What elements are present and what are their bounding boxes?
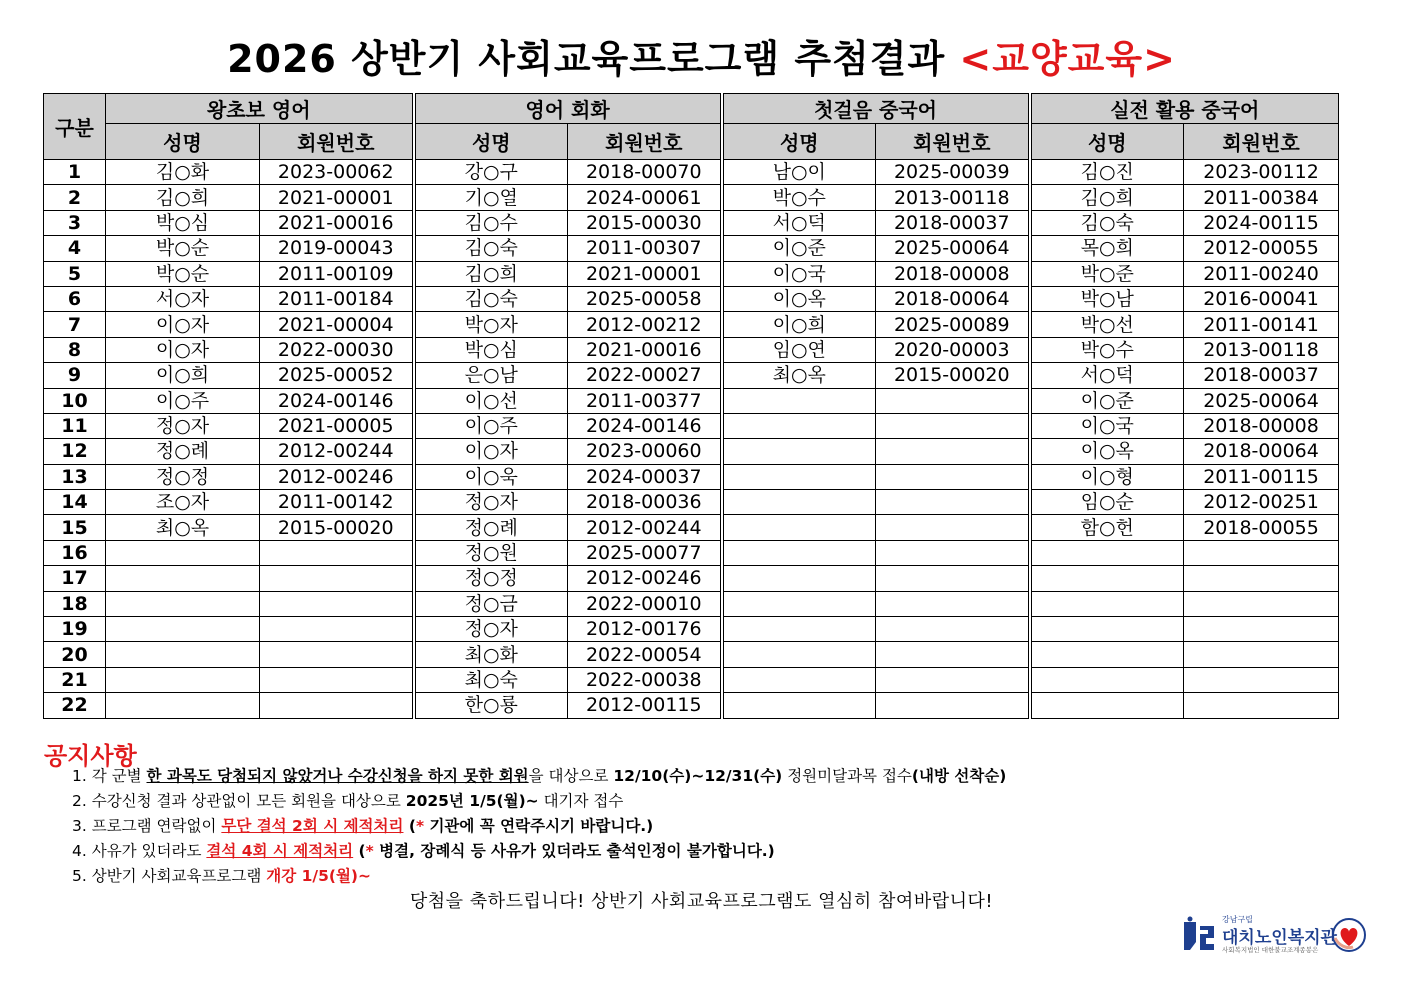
member-name-cell: 이○선	[414, 388, 568, 413]
member-name-cell: 서○덕	[1030, 363, 1184, 388]
table-row	[44, 185, 1339, 210]
member-name-cell	[106, 667, 260, 692]
member-number-cell: 2015-00030	[568, 210, 722, 235]
row-number: 19	[44, 617, 106, 642]
member-name-cell	[722, 617, 876, 642]
member-name-cell: 이○형	[1030, 464, 1184, 489]
member-number-cell: 2024-00146	[260, 388, 414, 413]
closing-message: 당첨을 축하드립니다! 상반기 사회교육프로그램도 열심히 참여바랍니다!	[409, 891, 994, 912]
member-name-cell: 김○진	[1030, 160, 1184, 185]
member-name-cell	[722, 667, 876, 692]
member-name-cell: 한○룡	[414, 693, 568, 718]
member-number-cell: 2012-00176	[568, 617, 722, 642]
row-number: 14	[44, 490, 106, 515]
member-number-cell: 2025-00064	[1184, 388, 1339, 413]
member-number-cell	[876, 439, 1030, 464]
member-name-cell: 이○자	[414, 439, 568, 464]
lottery-results-table	[43, 93, 1339, 719]
row-number: 20	[44, 642, 106, 667]
member-name-cell: 박○선	[1030, 312, 1184, 337]
row-number: 16	[44, 540, 106, 565]
member-name-cell: 서○덕	[722, 210, 876, 235]
member-number-cell	[260, 642, 414, 667]
row-number: 21	[44, 667, 106, 692]
member-name-cell: 최○화	[414, 642, 568, 667]
member-number-cell: 2021-00016	[260, 210, 414, 235]
member-number-cell: 2021-00001	[260, 185, 414, 210]
notice-title: 공지사항	[44, 742, 137, 770]
name-column-header: 성명	[106, 124, 260, 160]
row-number: 6	[44, 286, 106, 311]
member-name-cell: 조○자	[106, 490, 260, 515]
member-number-cell	[260, 591, 414, 616]
member-name-cell: 박○자	[414, 312, 568, 337]
member-number-cell: 2023-00060	[568, 439, 722, 464]
member-number-cell: 2025-00052	[260, 363, 414, 388]
member-number-cell: 2012-00212	[568, 312, 722, 337]
member-name-cell: 박○남	[1030, 286, 1184, 311]
member-name-cell	[1030, 693, 1184, 718]
member-name-cell: 이○자	[106, 337, 260, 362]
member-name-cell	[722, 693, 876, 718]
member-name-cell: 박○순	[106, 236, 260, 261]
table-row	[44, 490, 1339, 515]
member-number-cell: 2011-00184	[260, 286, 414, 311]
member-number-cell: 2023-00112	[1184, 160, 1339, 185]
table-body	[44, 160, 1339, 719]
member-number-cell	[876, 591, 1030, 616]
member-number-cell	[876, 617, 1030, 642]
page-title	[0, 28, 1403, 83]
member-number-cell: 2018-00036	[568, 490, 722, 515]
member-name-cell: 이○옥	[722, 286, 876, 311]
table-row	[44, 540, 1339, 565]
logo-district: 강남구립	[1222, 915, 1253, 924]
table-row	[44, 413, 1339, 438]
member-name-cell: 박○심	[106, 210, 260, 235]
member-number-cell: 2012-00244	[260, 439, 414, 464]
member-number-cell	[260, 617, 414, 642]
member-number-cell: 2022-00054	[568, 642, 722, 667]
member-name-cell: 김○숙	[1030, 210, 1184, 235]
member-name-cell	[1030, 566, 1184, 591]
member-number-cell	[876, 388, 1030, 413]
member-number-column-header: 회원번호	[1184, 124, 1339, 160]
notice-item-1: 1. 각 군별 한 과목도 당첨되지 않았거나 수강신청을 하지 못한 회원을 대상으로 12/10(수)~12/31(수) 정원미달과목 접수(내방 선착순)	[72, 767, 1007, 785]
logo-mark-icon	[1180, 916, 1218, 954]
member-number-cell: 2011-00109	[260, 261, 414, 286]
table-row	[44, 210, 1339, 235]
member-number-cell	[876, 515, 1030, 540]
member-number-cell: 2012-00055	[1184, 236, 1339, 261]
logo-org-name: 대치노인복지관	[1222, 928, 1337, 948]
member-number-cell	[876, 693, 1030, 718]
notice-item-4: 4. 사유가 있더라도 결석 4회 시 제적처리 (* 병결, 장례식 등 사유가 있더라도 출석인정이 불가합니다.)	[72, 842, 775, 860]
member-name-cell	[106, 617, 260, 642]
member-name-cell: 정○정	[106, 464, 260, 489]
name-column-header: 성명	[414, 124, 568, 160]
member-number-cell: 2025-00064	[876, 236, 1030, 261]
member-number-cell	[876, 540, 1030, 565]
row-number: 18	[44, 591, 106, 616]
column-header-row	[44, 124, 1339, 160]
member-name-cell: 김○희	[414, 261, 568, 286]
member-name-cell: 박○준	[1030, 261, 1184, 286]
course-header: 영어 회화	[414, 94, 722, 124]
row-number: 15	[44, 515, 106, 540]
member-number-cell: 2011-00240	[1184, 261, 1339, 286]
member-number-cell: 2024-00061	[568, 185, 722, 210]
member-number-cell: 2025-00089	[876, 312, 1030, 337]
table-row	[44, 236, 1339, 261]
member-name-cell	[106, 591, 260, 616]
table-row	[44, 337, 1339, 362]
member-number-cell: 2018-00055	[1184, 515, 1339, 540]
member-name-cell: 이○준	[722, 236, 876, 261]
heart-hands-icon	[1330, 916, 1368, 954]
member-number-cell: 2019-00043	[260, 236, 414, 261]
member-name-cell: 임○연	[722, 337, 876, 362]
member-name-cell	[722, 591, 876, 616]
member-name-cell: 함○헌	[1030, 515, 1184, 540]
member-number-cell	[260, 667, 414, 692]
row-number: 22	[44, 693, 106, 718]
member-name-cell: 이○주	[414, 413, 568, 438]
title-subtitle: <교양교육>	[959, 37, 1176, 81]
member-number-cell: 2020-00003	[876, 337, 1030, 362]
member-number-cell: 2011-00377	[568, 388, 722, 413]
row-number: 2	[44, 185, 106, 210]
member-name-cell: 남○이	[722, 160, 876, 185]
course-header: 실전 활용 중국어	[1030, 94, 1339, 124]
member-name-cell: 이○준	[1030, 388, 1184, 413]
table-row	[44, 591, 1339, 616]
row-number: 8	[44, 337, 106, 362]
welfare-center-logo	[1180, 914, 1370, 958]
notice-item-3: 3. 프로그램 연락없이 무단 결석 2회 시 제적처리 (* 기관에 꼭 연락주시기 바랍니다.)	[72, 817, 654, 835]
member-number-cell	[260, 693, 414, 718]
course-header: 첫걸음 중국어	[722, 94, 1030, 124]
table-row	[44, 261, 1339, 286]
member-number-cell: 2022-00027	[568, 363, 722, 388]
member-number-cell: 2025-00058	[568, 286, 722, 311]
row-number: 1	[44, 160, 106, 185]
member-number-cell	[876, 566, 1030, 591]
course-header-row	[44, 94, 1339, 124]
member-number-cell: 2022-00030	[260, 337, 414, 362]
member-name-cell	[722, 439, 876, 464]
member-number-cell: 2018-00064	[876, 286, 1030, 311]
member-name-cell	[106, 566, 260, 591]
member-number-cell: 2023-00062	[260, 160, 414, 185]
member-name-cell: 정○원	[414, 540, 568, 565]
member-number-cell: 2024-00037	[568, 464, 722, 489]
member-number-cell: 2018-00064	[1184, 439, 1339, 464]
row-number: 17	[44, 566, 106, 591]
row-number: 11	[44, 413, 106, 438]
member-name-cell: 기○열	[414, 185, 568, 210]
table-row	[44, 464, 1339, 489]
member-name-cell	[1030, 642, 1184, 667]
member-name-cell: 박○수	[722, 185, 876, 210]
table-row	[44, 667, 1339, 692]
member-number-cell: 2012-00115	[568, 693, 722, 718]
member-name-cell: 박○수	[1030, 337, 1184, 362]
gubun-header: 구분	[44, 94, 106, 160]
member-number-cell: 2022-00010	[568, 591, 722, 616]
member-number-cell: 2012-00251	[1184, 490, 1339, 515]
member-number-cell: 2013-00118	[1184, 337, 1339, 362]
member-name-cell: 김○수	[414, 210, 568, 235]
member-number-cell: 2016-00041	[1184, 286, 1339, 311]
member-number-cell: 2021-00001	[568, 261, 722, 286]
member-name-cell: 정○례	[106, 439, 260, 464]
table-row	[44, 286, 1339, 311]
member-name-cell: 이○주	[106, 388, 260, 413]
name-column-header: 성명	[1030, 124, 1184, 160]
member-number-cell	[260, 566, 414, 591]
member-name-cell	[722, 413, 876, 438]
table-row	[44, 566, 1339, 591]
member-number-cell	[876, 490, 1030, 515]
table-row	[44, 160, 1339, 185]
member-name-cell	[1030, 667, 1184, 692]
member-number-cell: 2015-00020	[876, 363, 1030, 388]
member-number-cell: 2022-00038	[568, 667, 722, 692]
member-number-cell: 2025-00039	[876, 160, 1030, 185]
member-name-cell	[722, 490, 876, 515]
member-number-cell: 2018-00008	[1184, 413, 1339, 438]
member-name-cell: 이○국	[722, 261, 876, 286]
row-number: 13	[44, 464, 106, 489]
member-name-cell	[722, 515, 876, 540]
notice-item-2: 2. 수강신청 결과 상관없이 모든 회원을 대상으로 2025년 1/5(월)~ 대기자 접수	[72, 792, 624, 810]
member-name-cell: 정○자	[414, 490, 568, 515]
member-number-cell: 2025-00077	[568, 540, 722, 565]
member-name-cell: 김○화	[106, 160, 260, 185]
member-number-cell: 2018-00037	[876, 210, 1030, 235]
member-number-cell	[876, 464, 1030, 489]
row-number: 12	[44, 439, 106, 464]
member-name-cell: 이○욱	[414, 464, 568, 489]
member-name-cell: 김○희	[106, 185, 260, 210]
member-number-cell	[876, 642, 1030, 667]
member-name-cell: 이○국	[1030, 413, 1184, 438]
member-name-cell	[106, 540, 260, 565]
member-name-cell: 이○옥	[1030, 439, 1184, 464]
table-row	[44, 642, 1339, 667]
row-number: 7	[44, 312, 106, 337]
member-name-cell	[1030, 617, 1184, 642]
notice-item-5: 5. 상반기 사회교육프로그램 개강 1/5(월)~	[72, 867, 371, 885]
member-number-cell: 2011-00142	[260, 490, 414, 515]
table-row	[44, 693, 1339, 718]
member-number-cell: 2012-00246	[568, 566, 722, 591]
member-number-cell: 2018-00070	[568, 160, 722, 185]
member-name-cell	[722, 566, 876, 591]
member-number-column-header: 회원번호	[876, 124, 1030, 160]
member-number-cell	[260, 540, 414, 565]
member-name-cell: 최○숙	[414, 667, 568, 692]
member-number-cell: 2011-00307	[568, 236, 722, 261]
row-number: 9	[44, 363, 106, 388]
member-name-cell: 최○옥	[722, 363, 876, 388]
member-name-cell: 정○자	[106, 413, 260, 438]
member-number-cell: 2018-00008	[876, 261, 1030, 286]
member-name-cell: 최○옥	[106, 515, 260, 540]
member-number-cell: 2012-00246	[260, 464, 414, 489]
member-name-cell: 정○례	[414, 515, 568, 540]
member-name-cell: 정○자	[414, 617, 568, 642]
member-name-cell: 임○순	[1030, 490, 1184, 515]
table-row	[44, 439, 1339, 464]
member-number-cell: 2011-00115	[1184, 464, 1339, 489]
member-name-cell: 박○순	[106, 261, 260, 286]
member-number-cell	[1184, 667, 1339, 692]
member-number-cell: 2021-00005	[260, 413, 414, 438]
member-number-cell: 2011-00384	[1184, 185, 1339, 210]
member-number-cell: 2021-00004	[260, 312, 414, 337]
member-name-cell: 박○심	[414, 337, 568, 362]
member-name-cell: 이○희	[722, 312, 876, 337]
table-row	[44, 363, 1339, 388]
member-number-column-header: 회원번호	[568, 124, 722, 160]
member-name-cell	[722, 464, 876, 489]
member-name-cell	[722, 642, 876, 667]
member-name-cell: 이○자	[106, 312, 260, 337]
member-number-cell: 2013-00118	[876, 185, 1030, 210]
table-row	[44, 388, 1339, 413]
member-name-cell	[1030, 540, 1184, 565]
member-name-cell: 강○구	[414, 160, 568, 185]
title-main: 2026 상반기 사회교육프로그램 추첨결과	[227, 37, 946, 81]
member-name-cell: 목○희	[1030, 236, 1184, 261]
member-number-cell	[1184, 693, 1339, 718]
member-name-cell	[106, 693, 260, 718]
member-name-cell	[106, 642, 260, 667]
member-name-cell: 은○남	[414, 363, 568, 388]
member-name-cell	[722, 388, 876, 413]
member-name-cell: 김○희	[1030, 185, 1184, 210]
course-header: 왕초보 영어	[106, 94, 414, 124]
row-number: 4	[44, 236, 106, 261]
member-number-cell: 2015-00020	[260, 515, 414, 540]
member-name-cell	[722, 540, 876, 565]
member-name-cell: 김○숙	[414, 286, 568, 311]
row-number: 3	[44, 210, 106, 235]
member-number-cell: 2018-00037	[1184, 363, 1339, 388]
member-number-cell	[876, 667, 1030, 692]
row-number: 10	[44, 388, 106, 413]
table-row	[44, 617, 1339, 642]
member-number-cell: 2021-00016	[568, 337, 722, 362]
member-number-cell	[1184, 617, 1339, 642]
member-name-cell: 서○자	[106, 286, 260, 311]
table-row	[44, 312, 1339, 337]
member-name-cell: 이○희	[106, 363, 260, 388]
member-number-cell	[1184, 540, 1339, 565]
notice-list	[72, 764, 1006, 889]
member-name-cell: 정○정	[414, 566, 568, 591]
member-number-cell	[876, 413, 1030, 438]
member-number-cell: 2011-00141	[1184, 312, 1339, 337]
member-number-cell: 2012-00244	[568, 515, 722, 540]
member-name-cell	[1030, 591, 1184, 616]
member-number-column-header: 회원번호	[260, 124, 414, 160]
member-number-cell	[1184, 566, 1339, 591]
table-row	[44, 515, 1339, 540]
member-name-cell: 정○금	[414, 591, 568, 616]
row-number: 5	[44, 261, 106, 286]
member-name-cell: 김○숙	[414, 236, 568, 261]
member-number-cell	[1184, 591, 1339, 616]
name-column-header: 성명	[722, 124, 876, 160]
member-number-cell	[1184, 642, 1339, 667]
logo-org-sub: 사회복지법인 대한불교조계종봉은	[1222, 946, 1319, 954]
member-number-cell: 2024-00115	[1184, 210, 1339, 235]
member-number-cell: 2024-00146	[568, 413, 722, 438]
